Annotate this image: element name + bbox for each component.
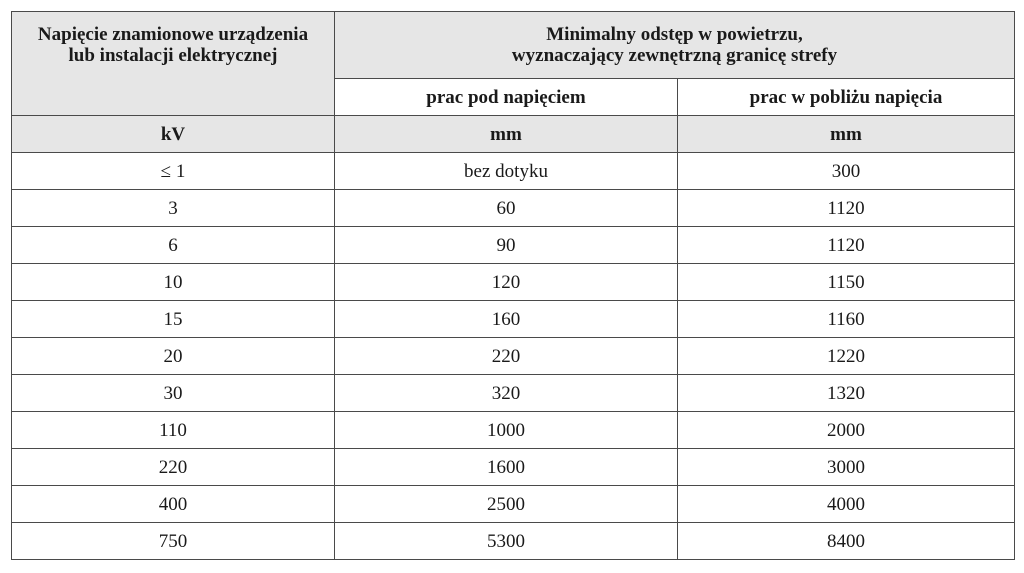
cell-voltage: 110: [12, 412, 335, 449]
cell-near-work-distance: 8400: [678, 523, 1015, 560]
cell-live-work-distance: 1600: [335, 449, 678, 486]
table-row: [12, 523, 1015, 560]
cell-live-work-distance: 90: [335, 227, 678, 264]
cell-near-work-distance: 1320: [678, 375, 1015, 412]
header-voltage-line2: lub instalacji elektrycznej: [68, 45, 278, 66]
table-row: [12, 190, 1015, 227]
cell-voltage: 20: [12, 338, 335, 375]
unit-kv: kV: [12, 116, 335, 153]
cell-voltage: ≤ 1: [12, 153, 335, 190]
header-clearance-line2: wyznaczający zewnętrzną granicę strefy: [511, 45, 838, 66]
cell-live-work-distance: 320: [335, 375, 678, 412]
cell-near-work-distance: 1120: [678, 190, 1015, 227]
unit-mm-near: mm: [678, 116, 1015, 153]
cell-voltage: 10: [12, 264, 335, 301]
table-header-row: [12, 12, 1015, 79]
cell-live-work-distance: 60: [335, 190, 678, 227]
cell-live-work-distance: 5300: [335, 523, 678, 560]
cell-near-work-distance: 1160: [678, 301, 1015, 338]
cell-live-work-distance: bez dotyku: [335, 153, 678, 190]
header-clearance-line1: Minimalny odstęp w powietrzu,: [546, 24, 803, 45]
cell-voltage: 750: [12, 523, 335, 560]
table-row: [12, 338, 1015, 375]
cell-live-work-distance: 120: [335, 264, 678, 301]
cell-live-work-distance: 1000: [335, 412, 678, 449]
cell-live-work-distance: 160: [335, 301, 678, 338]
cell-live-work-distance: 2500: [335, 486, 678, 523]
subheader-live-work: prac pod napięciem: [335, 79, 678, 116]
clearance-table: [11, 11, 1015, 560]
cell-voltage: 6: [12, 227, 335, 264]
header-clearance-cell: [335, 12, 1015, 79]
cell-voltage: 15: [12, 301, 335, 338]
cell-near-work-distance: 1150: [678, 264, 1015, 301]
cell-voltage: 400: [12, 486, 335, 523]
header-voltage-line1: Napięcie znamionowe urządzenia: [37, 24, 309, 45]
cell-near-work-distance: 2000: [678, 412, 1015, 449]
table-row: [12, 227, 1015, 264]
cell-near-work-distance: 4000: [678, 486, 1015, 523]
cell-voltage: 220: [12, 449, 335, 486]
subheader-near-work: prac w pobliżu napięcia: [678, 79, 1015, 116]
table-row: [12, 449, 1015, 486]
cell-near-work-distance: 1120: [678, 227, 1015, 264]
table-row: [12, 375, 1015, 412]
table-row: [12, 153, 1015, 190]
cell-near-work-distance: 300: [678, 153, 1015, 190]
table-row: [12, 412, 1015, 449]
cell-near-work-distance: 3000: [678, 449, 1015, 486]
unit-mm-live: mm: [335, 116, 678, 153]
cell-voltage: 30: [12, 375, 335, 412]
table-units-row: [12, 116, 1015, 153]
table-row: [12, 264, 1015, 301]
cell-live-work-distance: 220: [335, 338, 678, 375]
table-row: [12, 301, 1015, 338]
header-voltage-cell: [12, 12, 335, 116]
table-row: [12, 486, 1015, 523]
cell-near-work-distance: 1220: [678, 338, 1015, 375]
cell-voltage: 3: [12, 190, 335, 227]
